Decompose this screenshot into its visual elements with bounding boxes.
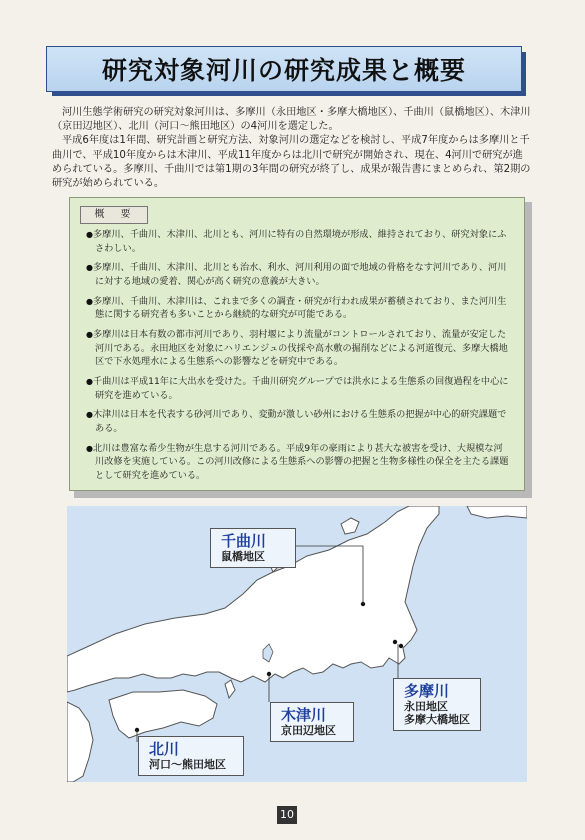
summary-item-text: 多摩川、千曲川、木津川は、これまで多くの調査・研究が行われ成果が蓄積されており、また河川生態に関する研究者も多いことから継続的な研究が可能である。 <box>92 295 507 321</box>
japan-map <box>67 506 527 782</box>
summary-label: 概 要 <box>80 206 148 224</box>
intro-paragraph: 河川生態学術研究の研究対象河川は、多摩川（永田地区・多摩大橋地区）、千曲川（鼠橋地区）、木津川（京田辺地区）、北川（河口～熊田地区）の4河川を選定した。 <box>52 107 531 133</box>
summary-item <box>86 261 510 288</box>
summary-box <box>69 197 525 491</box>
summary-item-text: 多摩川は日本有数の都市河川であり、羽村堰により流量がコントロールされており、流量が安定した河川である。永田地区を対象にハリエンジュの伐採や高水敷の掘削などによる河道復元、多摩大橋地区で下水処理水による生態系への影響などを研究中である。 <box>92 329 508 368</box>
summary-item-text: 多摩川、千曲川、木津川、北川とも、河川に特有の自然環境が形成、維持されており、研究対象にふさわしい。 <box>92 229 507 254</box>
bullet-icon: ● <box>86 377 93 387</box>
kyushu-landmass <box>67 702 93 782</box>
page-number: 10 <box>277 806 297 824</box>
kizu-river-name: 木津川 <box>281 706 327 724</box>
tama-district-1: 永田地区 <box>404 700 448 713</box>
intro-text <box>52 106 532 191</box>
hokkaido-landmass <box>467 506 527 518</box>
chikuma-district: 鼠橋地区 <box>221 550 265 563</box>
shikoku-landmass <box>109 690 217 738</box>
summary-item-text: 多摩川、千曲川、木津川、北川とも治水、利水、河川利用の面で地域の骨格をなす河川であり、河川に対する地域の愛着、関心が高く研究の意義が大きい。 <box>92 262 507 287</box>
summary-list <box>86 228 510 489</box>
chikuma-river-name: 千曲川 <box>221 532 267 550</box>
summary-item-text: 千曲川は平成11年に大出水を受けた。千曲川研究グループでは洪水による生態系の回復過程を中心に研究を進めている。 <box>92 376 509 401</box>
summary-item <box>86 442 510 483</box>
kita-river-name: 北川 <box>149 740 180 758</box>
summary-item <box>86 375 510 402</box>
kita-district: 河口～熊田地区 <box>149 758 226 771</box>
summary-item <box>86 228 510 255</box>
bullet-icon: ● <box>86 230 93 239</box>
bullet-icon: ● <box>86 443 93 453</box>
title-banner <box>46 46 522 92</box>
summary-item <box>86 408 510 435</box>
tama-label <box>393 678 481 731</box>
intro-paragraph: 平成6年度は1年間、研究計画と研究方法、対象河川の選定などを検討し、平成7年度からは多摩川と千曲川で、平成10年度からは木津川、平成11年度からは北川で研究が開始され、現在、4河川で研究が進められている。多摩川、千曲川では第1期の3年間の研究が終了し、成果が報告書にまとめられ、第2期の研究が始められている。 <box>52 135 531 190</box>
kizu-district: 京田辺地区 <box>281 724 336 737</box>
awaji-island <box>225 680 235 698</box>
sado-island <box>341 518 359 534</box>
tama-river-name: 多摩川 <box>404 682 450 700</box>
bullet-icon: ● <box>86 263 93 273</box>
tama-district-2: 多摩大橋地区 <box>404 713 470 726</box>
bullet-icon: ● <box>86 410 93 420</box>
page-title: 研究対象河川の研究成果と概要 <box>101 56 466 85</box>
kizu-label <box>270 702 354 742</box>
kita-label <box>138 736 244 776</box>
tama-site-marker-2 <box>399 644 403 648</box>
summary-item-text: 北川は豊富な希少生物が生息する河川である。平成9年の豪雨により甚大な被害を受け、大規模な河川改修を実施している。この河川改修による生態系への影響の把握と生物多様性の保全を主たる課題として研究を進めている。 <box>92 442 509 482</box>
chikuma-label <box>210 528 296 568</box>
summary-item <box>86 295 510 322</box>
summary-item-text: 木津川は日本を代表する砂河川であり、変動が激しい砂州における生態系の把握が中心的研究課題である。 <box>92 409 507 435</box>
bullet-icon: ● <box>86 330 93 340</box>
bullet-icon: ● <box>86 296 93 306</box>
summary-item <box>86 328 510 369</box>
tama-site-marker <box>393 640 397 644</box>
